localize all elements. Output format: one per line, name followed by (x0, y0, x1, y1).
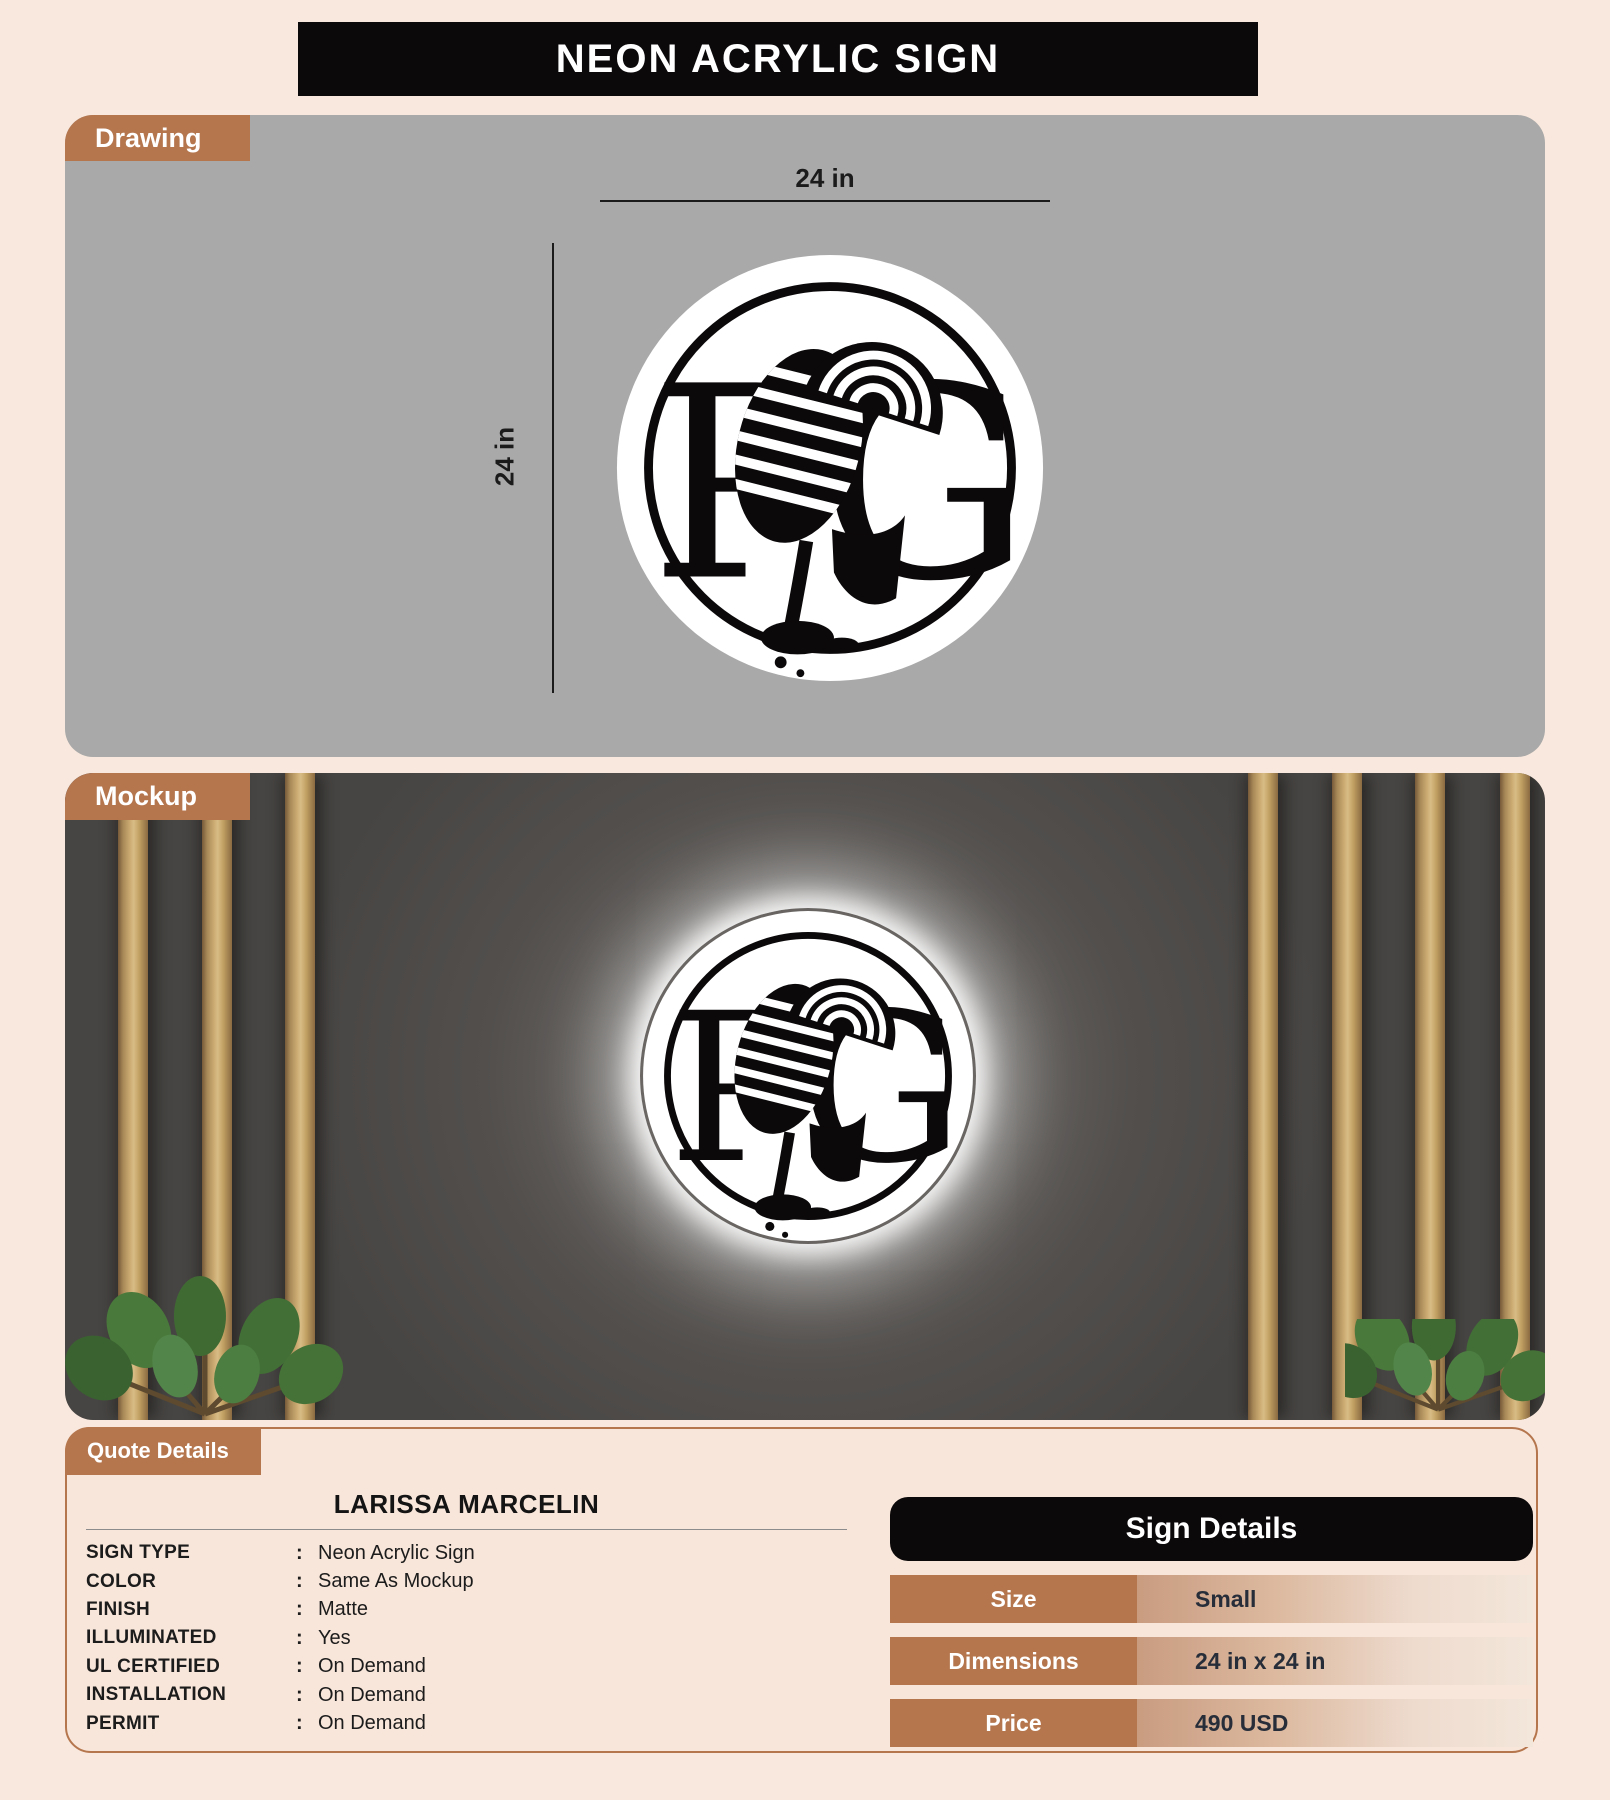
customer-name: LARISSA MARCELIN (333, 1489, 600, 1519)
spec-row (86, 1596, 475, 1624)
spec-label: COLOR (86, 1570, 157, 1592)
mockup-tab-label: Mockup (95, 781, 198, 811)
spec-colon: : (296, 1598, 303, 1621)
spec-value: On Demand (318, 1655, 426, 1678)
spec-row (86, 1539, 475, 1567)
sign-logo-glow (640, 908, 976, 1244)
spec-label: UL CERTIFIED (86, 1655, 221, 1677)
spec-label: ILLUMINATED (86, 1627, 217, 1649)
spec-list (86, 1539, 475, 1738)
spec-colon: : (296, 1683, 303, 1706)
spec-value: Matte (318, 1598, 369, 1621)
mockup-section (65, 773, 1545, 1420)
spec-label: FINISH (86, 1598, 151, 1620)
spec-row (86, 1567, 475, 1595)
mockup-tab (65, 773, 250, 820)
spec-row (86, 1681, 475, 1709)
size-value: Small (1137, 1575, 1533, 1623)
sign-details-title: Sign Details (1125, 1512, 1298, 1545)
quote-details-tab-label: Quote Details (87, 1438, 229, 1463)
plant-left (65, 1274, 365, 1420)
page-header (298, 22, 1258, 96)
spec-value: On Demand (318, 1683, 426, 1706)
spec-label: SIGN TYPE (86, 1542, 191, 1564)
price-label: Price (890, 1699, 1137, 1747)
spec-value: Yes (318, 1626, 351, 1649)
page-title: NEON ACRYLIC SIGN (555, 36, 1001, 81)
dimensions-label: Dimensions (890, 1637, 1137, 1685)
spec-colon: : (296, 1712, 303, 1735)
width-dimension (600, 163, 1050, 202)
sign-logo-drawing (613, 251, 1047, 685)
size-label: Size (890, 1575, 1137, 1623)
table-row (890, 1575, 1533, 1623)
drawing-tab (65, 115, 250, 161)
spec-label: INSTALLATION (86, 1684, 227, 1706)
table-row (890, 1699, 1533, 1747)
spec-value: Neon Acrylic Sign (318, 1541, 475, 1564)
spec-row (86, 1624, 475, 1652)
spec-colon: : (296, 1626, 303, 1649)
spec-label: PERMIT (86, 1712, 160, 1734)
dimensions-value: 24 in x 24 in (1137, 1637, 1533, 1685)
quote-details-section (65, 1427, 1538, 1753)
spec-colon: : (296, 1541, 303, 1564)
drawing-section (65, 115, 1545, 757)
spec-row (86, 1709, 475, 1737)
width-dimension-line (600, 200, 1050, 202)
sign-details-panel (890, 1497, 1533, 1747)
table-row (890, 1637, 1533, 1685)
height-dimension-label: 24 in (489, 426, 520, 487)
drawing-tab-label: Drawing (95, 122, 202, 153)
spec-value: On Demand (318, 1712, 426, 1735)
spec-row (86, 1653, 475, 1681)
sign-logo-mockup (640, 908, 976, 1244)
plant-right (1345, 1319, 1545, 1420)
spec-value: Same As Mockup (318, 1570, 474, 1593)
quote-details-tab (65, 1427, 261, 1475)
spec-colon: : (296, 1570, 303, 1593)
spec-colon: : (296, 1655, 303, 1678)
price-value: 490 USD (1137, 1699, 1533, 1747)
customer-divider (86, 1529, 847, 1530)
sign-details-header (890, 1497, 1533, 1561)
wood-slat (1248, 773, 1278, 1420)
width-dimension-label: 24 in (795, 163, 855, 193)
height-dimension-line (552, 243, 554, 693)
